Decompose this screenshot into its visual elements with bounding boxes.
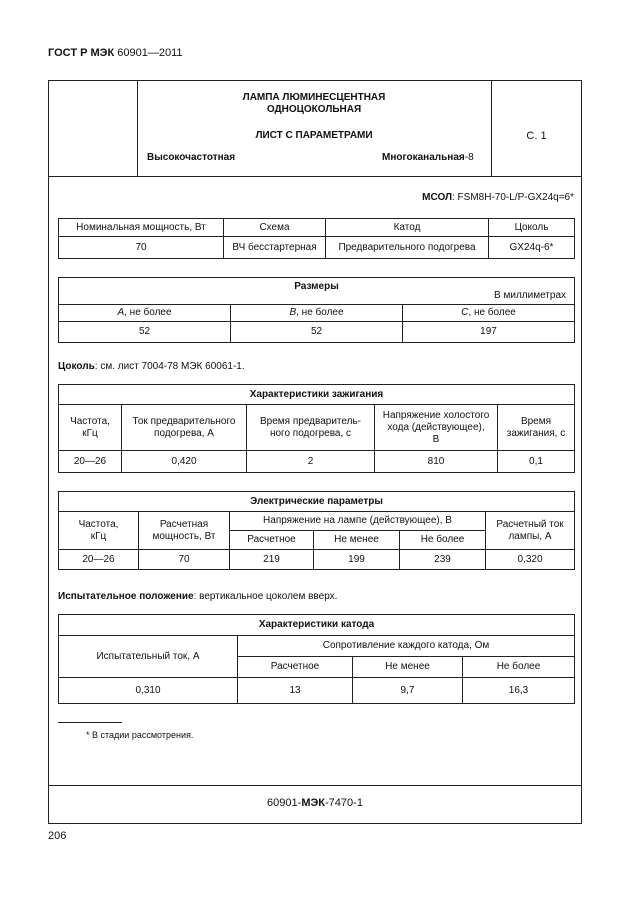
base-note-text: : см. лист 7004-78 МЭК 60061-1. bbox=[94, 361, 245, 372]
header-line: Напряжение холостого bbox=[382, 409, 490, 421]
table-header bbox=[59, 405, 122, 451]
lamp-title-line1: ЛАМПА ЛЮМИНЕСЦЕНТНАЯ bbox=[242, 92, 386, 103]
header-line: ного подогрева, с bbox=[269, 427, 352, 439]
lamp-title-line2: ОДНОЦОКОЛЬНАЯ bbox=[266, 104, 362, 115]
footer-divider bbox=[48, 785, 582, 786]
electric-title: Электрические параметры bbox=[59, 492, 575, 512]
test-position-note bbox=[58, 591, 337, 602]
header-line: мощность, Вт bbox=[152, 530, 216, 542]
dimensions-title-cell bbox=[59, 278, 575, 305]
sheet-code-bold: МЭК bbox=[301, 797, 326, 809]
standard-number: 60901—2011 bbox=[117, 47, 183, 59]
table-cell: 810 bbox=[375, 451, 498, 473]
dim-variable: A bbox=[117, 307, 125, 318]
table-cell: GX24q-6* bbox=[489, 237, 575, 259]
base-note bbox=[58, 361, 245, 372]
table-cell: 16,3 bbox=[463, 678, 575, 704]
dimensions-table bbox=[58, 277, 575, 343]
msol-value: : FSM8H-70-L/P-GX24q=6* bbox=[452, 192, 574, 203]
table-cell: 199 bbox=[314, 550, 400, 570]
table-cell: 9,7 bbox=[353, 678, 463, 704]
header-line: кГц bbox=[82, 427, 98, 439]
dim-qualifier: , не более bbox=[296, 307, 344, 318]
dimensions-title: Размеры bbox=[294, 281, 339, 292]
cathode-title: Характеристики катода bbox=[59, 615, 575, 636]
document-header bbox=[48, 47, 183, 59]
table-header: Катод bbox=[326, 219, 489, 237]
electric-parameters-table bbox=[58, 491, 575, 570]
msol-designation bbox=[422, 192, 574, 203]
table-cell: ВЧ бесстартерная bbox=[224, 237, 326, 259]
title-block-divider bbox=[48, 176, 582, 177]
standard-prefix: ГОСТ Р МЭК bbox=[48, 47, 115, 59]
header-line: Частота, bbox=[78, 518, 119, 530]
dim-qualifier: , не более bbox=[468, 307, 516, 318]
table-subheader: Не менее bbox=[314, 531, 400, 550]
table-cell: 70 bbox=[139, 550, 230, 570]
dimensions-unit: В миллиметрах bbox=[494, 290, 567, 301]
table-header bbox=[139, 512, 230, 550]
sheet-code bbox=[48, 797, 582, 809]
header-line: Расчетная bbox=[159, 518, 209, 530]
table-header bbox=[375, 405, 498, 451]
table-cell: 20—26 bbox=[59, 550, 139, 570]
dim-variable: C bbox=[461, 307, 469, 318]
table-subheader: Не менее bbox=[353, 657, 463, 678]
page-reference: С. 1 bbox=[526, 130, 547, 142]
dim-qualifier: , не более bbox=[124, 307, 172, 318]
table-cell: 52 bbox=[59, 322, 231, 343]
frequency-type: Высокочастотная bbox=[147, 152, 236, 163]
header-line: хода (действующее), bbox=[387, 421, 485, 433]
table-cell: 0,1 bbox=[498, 451, 575, 473]
table-header bbox=[59, 305, 231, 322]
header-line: Ток предварительного bbox=[132, 415, 236, 427]
table-header bbox=[122, 405, 247, 451]
table-header: Напряжение на лампе (действующее), В bbox=[230, 512, 486, 531]
footnote-rule bbox=[58, 722, 122, 723]
table-subheader: Расчетное bbox=[230, 531, 314, 550]
table-cell: 0,420 bbox=[122, 451, 247, 473]
test-position-label: Испытательное положение bbox=[58, 591, 194, 602]
table-cell: 0,320 bbox=[486, 550, 575, 570]
table-header bbox=[403, 305, 575, 322]
table-header bbox=[498, 405, 575, 451]
table-header bbox=[486, 512, 575, 550]
table-header: Номинальная мощность, Вт bbox=[59, 219, 224, 237]
test-position-text: : вертикальное цоколем вверх. bbox=[193, 591, 338, 602]
ignition-title: Характеристики зажигания bbox=[59, 385, 575, 405]
table-header: Испытательный ток, А bbox=[59, 636, 238, 678]
header-line: лампы, А bbox=[508, 530, 552, 542]
header-line: зажигания, с bbox=[506, 427, 566, 439]
header-line: Частота, bbox=[70, 415, 110, 427]
table-subheader: Не более bbox=[400, 531, 486, 550]
header-line: В bbox=[432, 433, 440, 445]
table-cell: 219 bbox=[230, 550, 314, 570]
base-note-label: Цоколь bbox=[58, 361, 95, 372]
main-parameters-table bbox=[58, 218, 575, 259]
table-cell: 239 bbox=[400, 550, 486, 570]
table-header: Схема bbox=[224, 219, 326, 237]
sheet-label: ЛИСТ С ПАРАМЕТРАМИ bbox=[255, 130, 373, 141]
table-header bbox=[231, 305, 403, 322]
footnote: * В стадии рассмотрения. bbox=[86, 730, 194, 740]
header-line: кГц bbox=[90, 530, 107, 542]
header-line: Время предваритель- bbox=[260, 415, 361, 427]
dim-variable: B bbox=[289, 307, 297, 318]
title-block-right-divider bbox=[491, 80, 492, 176]
ignition-table bbox=[58, 384, 575, 473]
header-line: Расчетный ток bbox=[496, 518, 564, 530]
table-cell: 2 bbox=[247, 451, 375, 473]
table-header: Цоколь bbox=[489, 219, 575, 237]
table-cell: 197 bbox=[403, 322, 575, 343]
header-line: Время bbox=[520, 415, 552, 427]
table-header bbox=[247, 405, 375, 451]
table-header bbox=[59, 512, 139, 550]
sheet-code-pre: 60901- bbox=[267, 797, 302, 809]
msol-label: МСОЛ bbox=[422, 192, 452, 203]
table-cell: 0,310 bbox=[59, 678, 238, 704]
page-number: 206 bbox=[48, 830, 67, 842]
header-line: подогрева, А bbox=[154, 427, 214, 439]
table-subheader: Расчетное bbox=[238, 657, 353, 678]
table-cell: 13 bbox=[238, 678, 353, 704]
table-cell: 20—26 bbox=[59, 451, 122, 473]
cathode-table bbox=[58, 614, 575, 704]
table-cell: 70 bbox=[59, 237, 224, 259]
table-subheader: Не более bbox=[463, 657, 575, 678]
table-header: Сопротивление каждого катода, Ом bbox=[238, 636, 575, 657]
channel-type-suffix: -8 bbox=[464, 152, 474, 163]
channel-type bbox=[382, 152, 474, 163]
lamp-title bbox=[137, 92, 491, 116]
channel-type-bold: Многоканальная bbox=[382, 152, 465, 163]
table-cell: Предварительного подогрева bbox=[326, 237, 489, 259]
table-cell: 52 bbox=[231, 322, 403, 343]
sheet-code-post: -7470-1 bbox=[325, 797, 363, 809]
